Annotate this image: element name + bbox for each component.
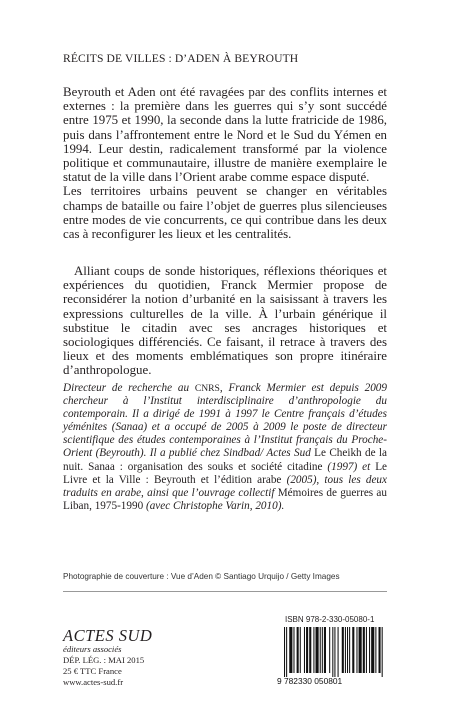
barcode-bar bbox=[338, 627, 339, 677]
barcode-bar bbox=[320, 627, 321, 673]
barcode-bar bbox=[329, 627, 330, 673]
bio-book-title: Le Cheikh de la nuit. Sanaa : organisation des souks et société citadine bbox=[63, 447, 388, 473]
summary-paragraph-1b: Les territoires urbains peuvent se changer en véritables champs de bataille ou faire l’objet de guerres plus silencieuses entre modes de vie concurrents, ce qui contribue dans les deux cas à reconfigurer les lieux et les centralités. bbox=[63, 184, 387, 242]
price: 25 € TTC France bbox=[63, 666, 122, 676]
barcode-bar bbox=[286, 627, 287, 677]
barcode-bar bbox=[297, 627, 299, 673]
bio-cnrs: CNRS bbox=[194, 383, 220, 394]
barcode-digits: 9 782330 050801 bbox=[277, 676, 343, 685]
barcode-bar bbox=[334, 627, 335, 677]
legal-deposit: DÉP. LÉG. : MAI 2015 bbox=[63, 655, 145, 665]
bio-book-title: Le Livre et la Ville : Beyrouth et l’édition arabe bbox=[63, 460, 387, 486]
barcode-bar bbox=[382, 627, 383, 677]
barcode-bar bbox=[342, 627, 344, 673]
barcode-bar bbox=[304, 627, 305, 673]
book-title: RÉCITS DE VILLES : D’ADEN À BEYROUTH bbox=[63, 52, 299, 65]
barcode-bar bbox=[352, 627, 354, 673]
barcode-bar bbox=[371, 627, 374, 673]
photo-credit: Photographie de couverture : Vue d’Aden © Santiago Urquijo / Getty Images bbox=[63, 572, 340, 581]
barcode-bar bbox=[313, 627, 314, 673]
barcode-bar bbox=[347, 627, 348, 673]
barcode-bar bbox=[284, 627, 285, 677]
barcode-bar bbox=[324, 627, 326, 673]
summary-paragraph-2 bbox=[63, 264, 387, 378]
bio-part: (1997) et bbox=[322, 460, 376, 473]
summary-paragraph-1a: Beyrouth et Aden ont été ravagées par des conflits internes et externes : la première dans les guerres qui s’y sont succédé entre 1975 et 1990, la seconde dans la lutte fratricide de 1986, puis dans l’affrontement entre le Nord et le Sud du Yémen en 1994. Leur destin, radicalement transformé par la violence politique et communautaire, illustre de manière exemplaire le statut de la ville dans l’Orient arabe comme espace disputé. bbox=[63, 85, 387, 185]
barcode-bar bbox=[309, 627, 311, 673]
barcode-bar bbox=[366, 627, 367, 673]
barcode-bar bbox=[306, 627, 308, 673]
barcode-image bbox=[276, 627, 388, 685]
isbn-text: ISBN 978-2-330-05080-1 bbox=[285, 615, 375, 624]
author-bio bbox=[63, 382, 387, 513]
barcode-bar bbox=[289, 627, 292, 673]
publisher-subtitle: éditeurs associés bbox=[63, 644, 122, 654]
barcode-bar bbox=[316, 627, 319, 673]
publisher-name: ACTES SUD bbox=[63, 626, 153, 645]
bio-book-title: Mémoires de guerres au Liban, 1975-1990 bbox=[63, 486, 387, 512]
barcode-bar bbox=[359, 627, 362, 673]
barcode-bar bbox=[379, 627, 381, 673]
barcode-bar bbox=[322, 627, 323, 673]
barcode-bar bbox=[356, 627, 357, 673]
divider bbox=[63, 591, 387, 592]
barcode-bar bbox=[332, 627, 333, 677]
bio-part: , Franck Mermier est depuis 2009 chercheur à l’Institut interdisciplinaire d’anthropologie du contemporain. Il a dirigé de 1991 à 1997 le Centre français d’études yéménites (Sanaa) et a occupé de 2005 à 2009 le poste de directeur scientifique des études contemporaines à l’Institut français du Proche-Orient (Beyrouth). Il a publié chez Sindbad/ Actes Sud bbox=[63, 382, 387, 460]
bio-part: (2005), tous les deux traduits en arabe, ainsi que l’ouvrage collectif bbox=[63, 473, 387, 499]
barcode-bar bbox=[300, 627, 301, 673]
summary-paragraph-2-text: Alliant coups de sonde historiques, réflexions théoriques et expériences du quotidien, Franck Mermier propose de reconsidérer la notion d’urbanité en la saisissant à travers les expressions culturelles de la ville. À l’urbain générique il substitue le citadin avec ses ancrages historiques et sociologiques différenciés. Ce faisant, il retrace à travers des lieux et des moments emblématiques son propre itinéraire d’anthropologue. bbox=[63, 264, 387, 378]
barcode-bar bbox=[293, 627, 294, 673]
barcode-bar bbox=[349, 627, 350, 673]
barcode-bar bbox=[375, 627, 376, 673]
summary-paragraph-1 bbox=[63, 85, 387, 241]
barcode-bar bbox=[363, 627, 365, 673]
bio-part: (avec Christophe Varin, 2010). bbox=[143, 499, 285, 512]
publisher-url: www.actes-sud.fr bbox=[63, 677, 124, 687]
barcode-bar bbox=[345, 627, 346, 673]
barcode-bar bbox=[369, 627, 370, 673]
bio-part: Directeur de recherche au bbox=[63, 382, 195, 394]
